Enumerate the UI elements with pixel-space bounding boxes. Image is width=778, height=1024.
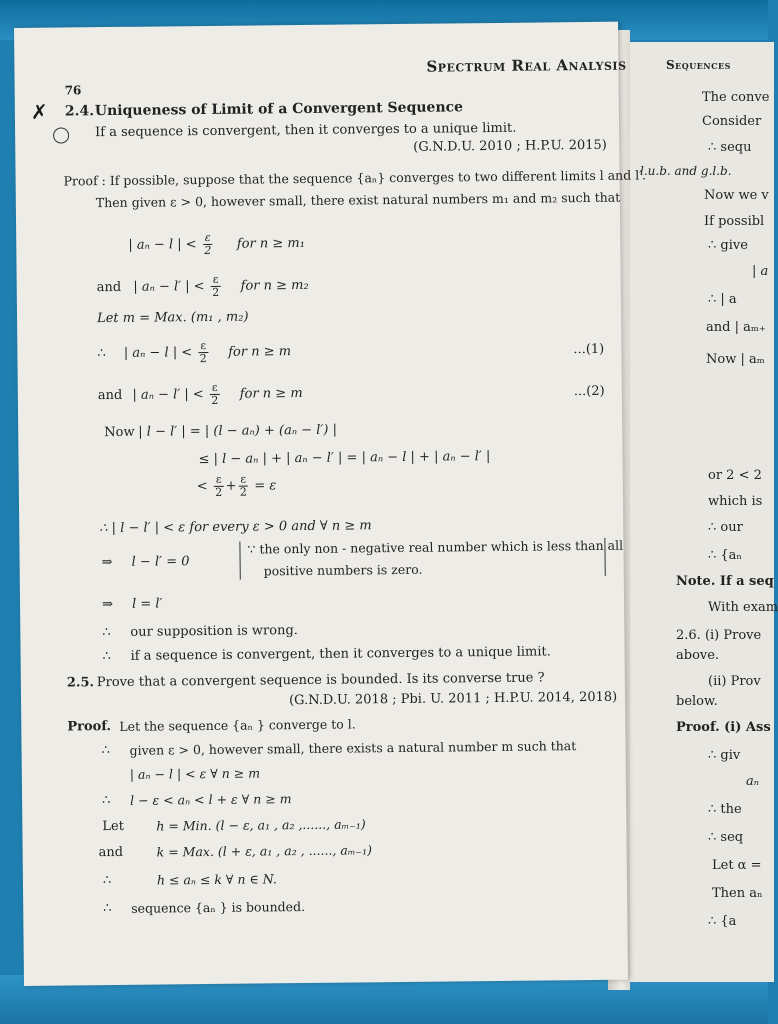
right-page-header: Sequences: [666, 58, 731, 72]
right-line: or 2 < 2: [708, 468, 762, 483]
bound-line: h ≤ aₙ ≤ k ∀ n ∈ N.: [156, 871, 277, 888]
definition-h: h = Min. (l − ε, a₁ , a₂ ,......, aₘ₋₁): [156, 816, 366, 834]
section-title: Uniqueness of Limit of a Convergent Sequence: [94, 99, 464, 120]
therefore-symbol: ∴: [103, 901, 112, 917]
equation: ∴ | aₙ − l | < $\frac{\varepsilon}{2}$ for n ≥ m: [97, 339, 292, 366]
left-page: [14, 22, 647, 986]
running-header: Spectrum Real Analysis: [426, 55, 627, 76]
and-label: and: [98, 844, 124, 861]
right-line: aₙ: [746, 774, 760, 789]
right-line: which is: [708, 494, 763, 509]
right-page: [624, 42, 778, 982]
equation: | aₙ − l | < $\frac{\varepsilon}{2}$ for n ≥ m₁: [128, 230, 305, 258]
implication: l − l′ = 0: [131, 554, 190, 570]
conclusion-line: our supposition is wrong.: [130, 623, 298, 640]
conclusion-line: if a sequence is convergent, then it converges to a unique limit.: [130, 644, 551, 664]
right-line: ∴ the: [708, 802, 742, 817]
therefore-symbol: ∴: [102, 649, 111, 665]
implies-arrow: ⇒: [101, 596, 114, 613]
now-line: ≤ | l − aₙ | + | aₙ − l′ | = | aₙ − l | + | aₙ − l′ |: [198, 449, 491, 468]
now-line: | l − l′ | = | (l − aₙ) + (aₙ − l′) |: [138, 422, 338, 440]
right-line: ∴ {a: [708, 914, 737, 929]
right-line: The conve: [702, 90, 770, 105]
proof-line: Let the sequence {aₙ } converge to l.: [119, 716, 356, 734]
right-line: Proof. (i) Ass: [676, 720, 771, 735]
right-line: Now | aₘ: [706, 352, 765, 367]
proof-line: Proof : If possible, suppose that the sequence {aₙ} converges to two different limits l and l′.: [63, 167, 647, 189]
right-line: above.: [676, 648, 720, 663]
right-line: 2.6. (i) Prove: [676, 628, 762, 643]
right-line: ∴ give: [708, 238, 748, 253]
proof-label: Proof.: [67, 719, 112, 735]
right-line: below.: [676, 694, 718, 709]
right-line: (ii) Prov: [708, 674, 761, 689]
right-line: ∴ sequ: [708, 140, 752, 155]
proof-line: given ε > 0, however small, there exists a natural number m such that: [129, 738, 577, 758]
therefore-symbol: ∴: [101, 743, 110, 759]
justification-line: ∵ the only non - negative real number which is less than all: [247, 537, 624, 557]
page-number: 76: [64, 83, 82, 98]
therefore-symbol: ∴: [102, 873, 112, 889]
implication: l = l′: [131, 596, 163, 612]
right-line: Let α =: [712, 858, 762, 873]
right-line: and | aₘ₊: [706, 320, 766, 335]
conclusion-line: sequence {aₙ } is bounded.: [131, 899, 306, 916]
right-line: Consider: [702, 114, 762, 129]
citation: (G.N.D.U. 2010 ; H.P.U. 2015): [413, 137, 607, 155]
equation: and | aₙ − l′ | < $\frac{\varepsilon}{2}$ for n ≥ m: [97, 380, 303, 407]
equation-tag: ...(1): [573, 341, 605, 358]
right-line: If possibl: [704, 214, 765, 229]
section-question: Prove that a convergent sequence is bounded. Is its converse true ?: [96, 670, 545, 691]
therefore-symbol: ∴: [102, 793, 111, 809]
section-number: 2.5.: [66, 675, 95, 691]
proof-line: Then given ε > 0, however small, there exist natural numbers m₁ and m₂ such that: [95, 189, 621, 211]
equation-tag: ...(2): [573, 383, 605, 400]
right-line: ∴ {aₙ: [708, 548, 743, 563]
handwritten-circle-icon: [53, 127, 69, 143]
inequality: | aₙ − l | < ε ∀ n ≥ m: [129, 765, 261, 782]
right-line: With exam: [708, 600, 778, 615]
implies-arrow: ⇒: [101, 554, 113, 571]
right-line: Note. If a seq: [676, 574, 774, 589]
equation: and | aₙ − l′ | < $\frac{\varepsilon}{2}$ for n ≥ m₂: [96, 272, 309, 299]
right-line: ∴ giv: [708, 748, 741, 763]
citation: (G.N.D.U. 2018 ; Pbi. U. 2011 ; H.P.U. 2014, 2018): [288, 689, 618, 709]
conclusion-line: ∴ | l − l′ | < ε for every ε > 0 and ∀ n ≥ m: [99, 518, 372, 537]
justification-line: positive numbers is zero.: [263, 561, 423, 579]
definition-k: k = Max. (l + ε, a₁ , a₂ , ......, aₘ₋₁): [156, 842, 373, 860]
right-line: Now we v: [704, 188, 769, 203]
right-line: | a: [752, 264, 769, 279]
right-line: l.u.b. and g.l.b.: [640, 164, 732, 178]
now-label: Now: [104, 424, 135, 441]
right-line: ∴ | a: [708, 292, 737, 307]
right-line: ∴ seq: [708, 830, 744, 845]
inequality: l − ε < aₙ < l + ε ∀ n ≥ m: [130, 791, 292, 808]
cross-mark-icon: ✗: [30, 99, 48, 124]
right-line: ∴ our: [708, 520, 743, 535]
therefore-symbol: ∴: [102, 625, 111, 641]
now-line: < $\frac{\varepsilon}{2}$ + $\frac{\varepsilon}{2}$ = ε: [196, 472, 277, 499]
let-m-line: Let m = Max. (m₁ , m₂): [96, 309, 249, 327]
right-line: Then aₙ: [712, 886, 763, 901]
section-number: 2.4.: [64, 103, 95, 120]
theorem-text: If a sequence is convergent, then it converges to a unique limit.: [95, 120, 517, 141]
let-label: Let: [102, 818, 125, 835]
